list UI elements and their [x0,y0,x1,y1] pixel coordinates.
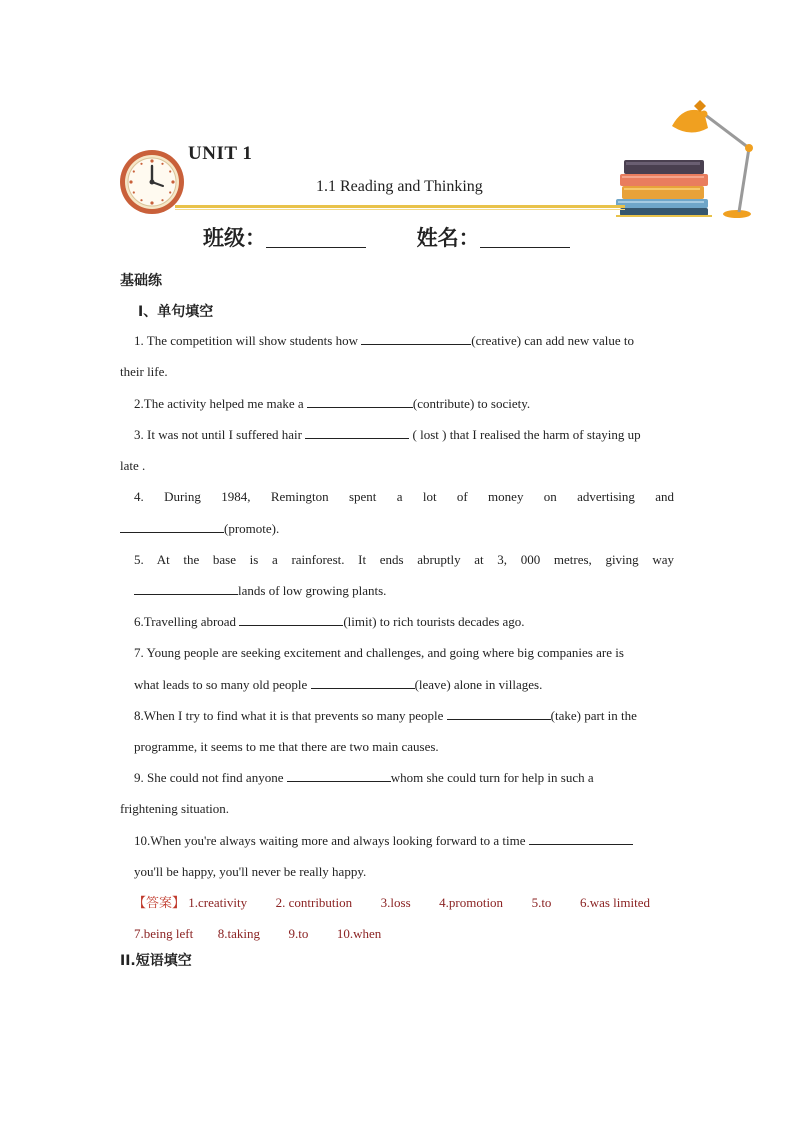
answer-blank-4[interactable] [120,520,224,533]
question-5-line1: 5. At the base is a rainforest. It ends abruptly at 3, 000 metres, giving way [134,552,674,567]
question-10-line2: you'll be happy, you'll never be really happy. [134,864,367,879]
name-label: 姓名： [416,226,480,250]
answer-blank-10[interactable] [529,832,633,845]
header-divider [175,205,625,208]
question-5-line2: lands of low growing plants. [134,575,386,606]
question-6: 6.Travelling abroad (limit) to rich tourists decades ago. [134,614,525,629]
question-7-line2: what leads to so many old people (leave) alone in villages. [134,677,543,692]
header-divider-thin [175,209,625,210]
unit-title: UNIT 1 [188,143,253,164]
class-field[interactable] [266,247,366,248]
answer-4: 4.promotion [439,895,504,910]
answer-10: 10.when [336,926,382,941]
section-heading-part1: Ⅰ、单句填空 [138,304,214,320]
answer-blank-3[interactable] [305,426,409,439]
answer-3: 3.loss [380,895,411,910]
lesson-title: 1.1 Reading and Thinking [316,178,483,195]
answer-5: 5.to [531,895,552,910]
question-8-line1: 8.When I try to find what it is that prevents so many people (take) part in the [134,708,637,723]
question-1-line1: 1. The competition will show students how (creative) can add new value to [134,333,635,348]
class-name-row [203,222,570,252]
question-4-line1: 4. During 1984, Remington spent a lot of money on advertising and [134,489,674,504]
answer-blank-7[interactable] [311,676,415,689]
answer-blank-1[interactable] [361,332,471,345]
answer-9: 9.to [288,926,309,941]
answer-6: 6.was limited [579,895,650,910]
question-10-line1: 10.When you're always waiting more and always looking forward to a time [134,825,633,856]
section-heading-basic: 基础练 [120,273,162,289]
answer-blank-8[interactable] [447,707,551,720]
question-2: 2.The activity helped me make a (contribute) to society. [134,396,531,411]
answer-2: 2. contribution [275,895,353,910]
question-3-line1: 3. It was not until I suffered hair ( lost ) that I realised the harm of staying up [134,427,641,442]
question-8-line2: programme, it seems to me that there are two main causes. [134,739,439,754]
question-1-line2: their life. [120,364,168,379]
question-9-line2: frightening situation. [120,801,230,816]
answer-key-line1 [133,887,650,919]
question-9-line1: 9. She could not find anyone whom she could turn for help in such a [134,770,594,785]
class-label: 班级： [203,226,266,250]
answer-1: 1.creativity [188,895,248,910]
question-4-line2: (promote). [120,513,279,544]
answer-8: 8.taking [217,926,260,941]
answer-blank-9[interactable] [287,769,391,782]
answer-blank-6[interactable] [239,613,343,626]
answer-blank-5[interactable] [134,582,238,595]
section-heading-part2: II.短语填空 [120,953,192,969]
answer-key-line2 [134,918,381,949]
books-lamp-icon [612,98,762,222]
question-3-line2: late . [120,458,146,473]
answer-7: 7.being left [134,926,194,941]
answer-blank-2[interactable] [307,395,413,408]
question-7-line1: 7. Young people are seeking excitement and challenges, and going where big companies are is [134,645,624,660]
answer-label: 【答案】 [133,896,186,911]
name-field[interactable] [480,247,570,248]
